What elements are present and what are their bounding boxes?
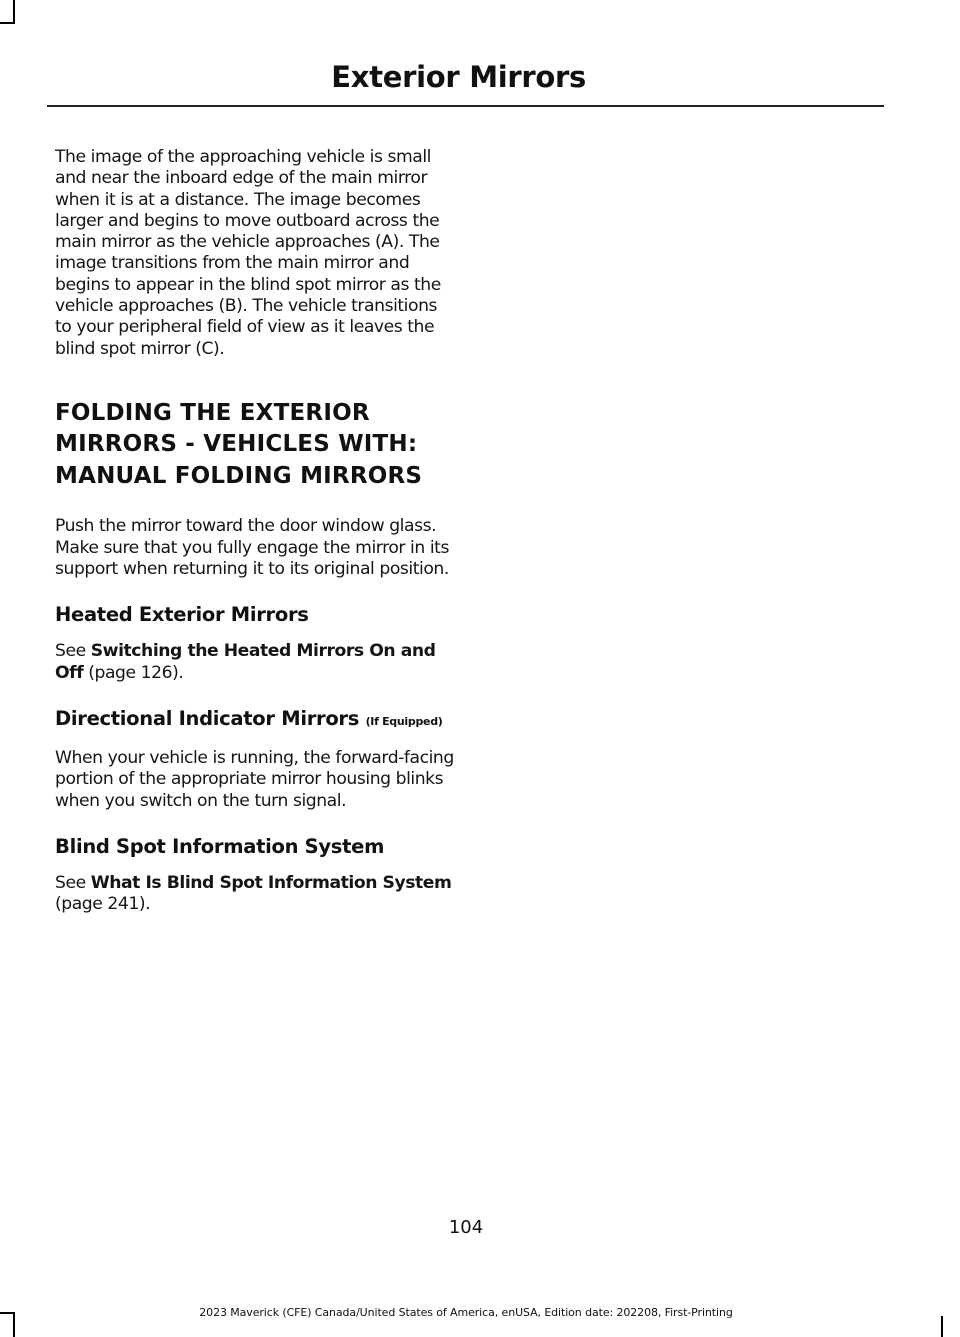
- section-heading-line-3: MANUAL FOLDING MIRRORS: [55, 462, 423, 489]
- blind-spot-link[interactable]: What Is Blind Spot Information System: [90, 872, 452, 893]
- crop-mark-top-left-vertical: [13, 0, 15, 24]
- see-text: See: [55, 641, 91, 662]
- if-equipped-note: (If Equipped): [365, 714, 443, 728]
- section-heading-line-2: MIRRORS - VEHICLES WITH:: [55, 431, 418, 458]
- directional-mirrors-heading-text: Directional Indicator Mirrors: [55, 706, 360, 730]
- heated-mirrors-heading: Heated Exterior Mirrors: [55, 603, 309, 627]
- heated-mirrors-link[interactable]: Switching the Heated Mirrors On and Off: [55, 641, 436, 683]
- page-number: 104: [448, 1217, 484, 1238]
- section-heading-line-1: FOLDING THE EXTERIOR: [55, 399, 370, 426]
- heated-mirrors-reference: [55, 641, 455, 684]
- header-rule: [47, 105, 884, 107]
- crop-mark-top-left-horizontal: [0, 22, 14, 24]
- folding-paragraph: Push the mirror toward the door window glass. Make sure that you fully engage the mirror in its support when returning it to its original position.: [55, 516, 449, 580]
- page-reference: (page 126).: [83, 662, 184, 683]
- main-column: [55, 147, 455, 915]
- see-text: See: [55, 872, 91, 893]
- directional-mirrors-paragraph: When your vehicle is running, the forward-facing portion of the appropriate mirror housing blinks when you switch on the turn signal.: [55, 747, 454, 811]
- page-reference: (page 241).: [55, 894, 151, 915]
- crop-mark-bottom-right-vertical: [941, 1316, 943, 1337]
- blind-spot-reference: [55, 873, 455, 916]
- directional-mirrors-heading: [55, 706, 455, 734]
- blind-spot-heading: Blind Spot Information System: [55, 834, 385, 858]
- section-heading-folding-mirrors: [55, 398, 455, 493]
- footer-edition-text: 2023 Maverick (CFE) Canada/United States of America, enUSA, Edition date: 202208, First-Printing: [199, 1306, 733, 1319]
- intro-paragraph: The image of the approaching vehicle is small and near the inboard edge of the main mirror when it is at a distance. The image becomes larger and begins to move outboard across the main mirror as the vehicle approaches (A). The image transitions from the main mirror and begins to appear in the blind spot mirror as the vehicle approaches (B). The vehicle transitions to your peripheral field of view as it leaves the blind spot mirror (C).: [55, 147, 441, 359]
- page-header-title: Exterior Mirrors: [331, 60, 586, 94]
